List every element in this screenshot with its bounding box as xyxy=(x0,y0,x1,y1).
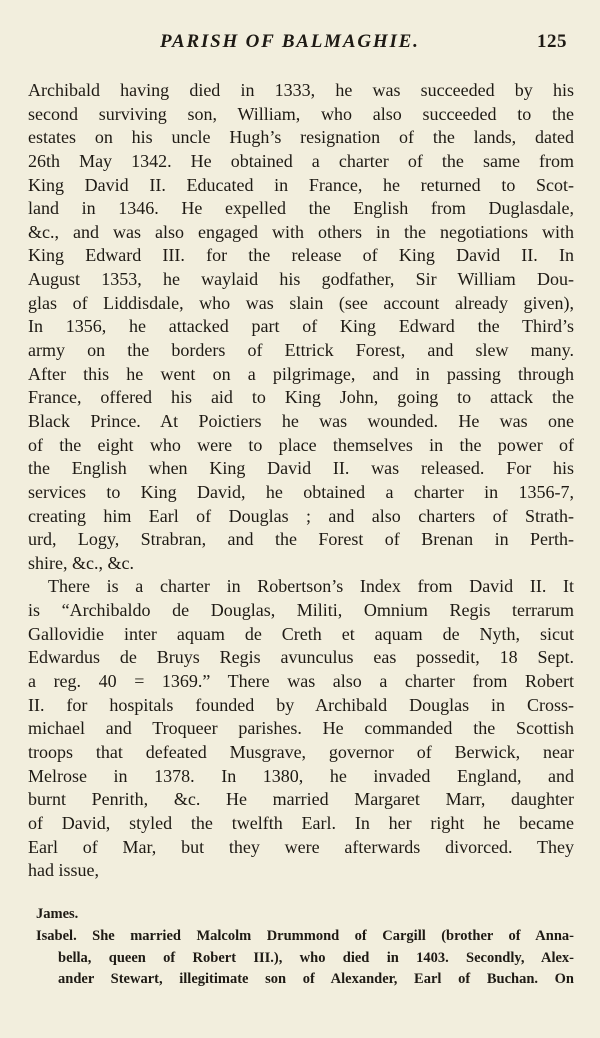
body-text xyxy=(28,79,574,883)
text-line: is “Archibaldo de Douglas, Militi, Omnium Regis terrarum xyxy=(28,600,574,621)
text-line: army on the borders of Ettrick Forest, and slew many. xyxy=(28,340,574,361)
text-line: Melrose in 1378. In 1380, he invaded England, and xyxy=(28,765,574,786)
text-line: troops that defeated Musgrave, governor of Berwick, near xyxy=(28,741,574,762)
text-line: burnt Penrith, &c. He married Margaret Marr, daughter xyxy=(28,789,574,810)
text-line: michael and Troqueer parishes. He commanded the Scottish xyxy=(28,718,574,739)
text-line: of the eight who were to place themselves in the power of xyxy=(28,434,574,455)
footnote-line: bella, queen of Robert III.), who died in 1403. Secondly, Alex- xyxy=(58,949,574,966)
running-head-title: PARISH OF BALMAGHIE. xyxy=(160,31,420,52)
footnote-line: James. xyxy=(36,906,79,922)
running-head xyxy=(0,31,600,57)
text-line: land in 1346. He expelled the English from Duglasdale, xyxy=(28,198,574,219)
text-line: Archibald having died in 1333, he was succeeded by his xyxy=(28,80,574,100)
text-line: creating him Earl of Douglas ; and also charters of Strath- xyxy=(28,505,574,526)
text-line: In 1356, he attacked part of King Edward the Third’s xyxy=(28,316,574,337)
text-line: &c., and was also engaged with others in the negotiations with xyxy=(28,221,574,242)
text-line: King David II. Educated in France, he returned to Scot- xyxy=(28,174,574,195)
footnote-line: ander Stewart, illegitimate son of Alexander, Earl of Buchan. On xyxy=(58,971,574,988)
text-line: estates on his uncle Hugh’s resignation of the lands, dated xyxy=(28,127,574,148)
text-line: had issue, xyxy=(28,860,99,881)
text-line: the English when King David II. was released. For his xyxy=(28,458,574,479)
text-line: August 1353, he waylaid his godfather, Sir William Dou- xyxy=(28,269,574,290)
page-number: 125 xyxy=(537,31,567,52)
text-line: of David, styled the twelfth Earl. In her right he became xyxy=(28,812,574,833)
text-line: II. for hospitals founded by Archibald Douglas in Cross- xyxy=(28,694,574,715)
text-line: glas of Liddisdale, who was slain (see account already given), xyxy=(28,292,574,313)
text-line: Gallovidie inter aquam de Creth et aquam de Nyth, sicut xyxy=(28,623,574,644)
text-line: a reg. 40 = 1369.” There was also a charter from Robert xyxy=(28,671,574,692)
text-line: 26th May 1342. He obtained a charter of the same from xyxy=(28,150,574,171)
text-line: After this he went on a pilgrimage, and in passing through xyxy=(28,363,574,384)
text-line: second surviving son, William, who also succeeded to the xyxy=(28,103,574,124)
text-line: Black Prince. At Poictiers he was wounded. He was one xyxy=(28,410,574,431)
text-line: King Edward III. for the release of King David II. In xyxy=(28,245,574,266)
footnotes xyxy=(36,904,574,991)
footnote-line: Isabel. She married Malcolm Drummond of Cargill (brother of Anna- xyxy=(36,927,574,944)
text-line: Earl of Mar, but they were afterwards divorced. They xyxy=(28,836,574,857)
text-line: Edwardus de Bruys Regis avunculus eas possedit, 18 Sept. xyxy=(28,647,574,668)
text-line: services to King David, he obtained a charter in 1356-7, xyxy=(28,481,574,502)
text-line: There is a charter in Robertson’s Index from David II. It xyxy=(48,576,574,597)
text-line: shire, &c., &c. xyxy=(28,552,134,573)
text-line: France, offered his aid to King John, going to attack the xyxy=(28,387,574,408)
text-line: urd, Logy, Strabran, and the Forest of Brenan in Perth- xyxy=(28,529,574,550)
